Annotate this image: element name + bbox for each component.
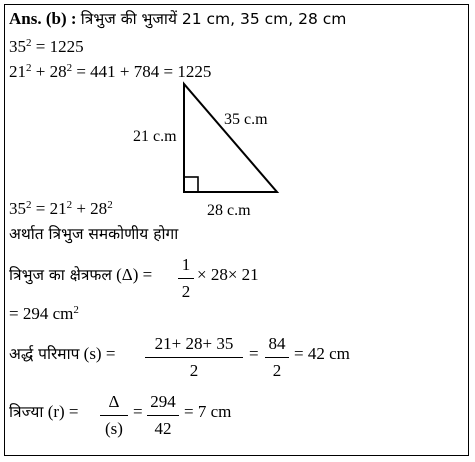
exponent: 2 [26, 37, 32, 49]
base-35: 35 [9, 199, 26, 218]
sum-result: = 441 + 784 = 1225 [72, 62, 212, 81]
fraction-numerator: 84 [268, 334, 286, 353]
fraction-numerator: 1 [181, 255, 191, 274]
fraction-bar [145, 357, 243, 358]
exponent: 2 [66, 199, 73, 211]
right-angle-marker [184, 177, 198, 192]
plus-28: + 28 [72, 199, 108, 218]
fraction-numerator: 294 [150, 392, 176, 411]
radius-symbol: (r) = [43, 402, 79, 421]
value-1225: = 1225 [31, 37, 84, 56]
area-fraction [178, 254, 194, 303]
base-21: = 21 [31, 199, 67, 218]
fraction-denominator: 42 [154, 419, 172, 438]
semi-perimeter-result: = 42 cm [294, 344, 350, 363]
fraction-numerator: 21+ 28+ 35 [154, 334, 234, 353]
semi-perimeter-label: अर्द्ध परिमाप [9, 345, 80, 363]
conclusion-text: अर्थात त्रिभुज समकोणीय होगा [9, 225, 179, 243]
fraction-bar [100, 415, 128, 416]
area-label: त्रिभुज का क्षेत्रफल [9, 266, 112, 284]
base-21: 21 [9, 62, 26, 81]
plus-28: + 28 [31, 62, 67, 81]
exponent: 2 [66, 62, 73, 74]
fraction-bar [178, 278, 194, 279]
fraction-denominator: 2 [272, 361, 282, 380]
radius-label: त्रिज्या [9, 403, 44, 421]
radius-line [9, 402, 79, 422]
fraction-bar [147, 415, 179, 416]
pythagoras-line [9, 199, 113, 219]
right-triangle [184, 84, 277, 192]
base-35: 35 [9, 37, 26, 56]
semi-perimeter-symbol: (s) = [79, 344, 116, 363]
fraction-denominator: 2 [189, 361, 199, 380]
exponent: 2 [73, 304, 79, 316]
radius-result: = 7 cm [184, 402, 232, 421]
area-symbol: (Δ) = [111, 265, 153, 284]
answer-prefix: Ans. (b) : [9, 9, 77, 28]
answer-heading: त्रिभुज की भुजायें 21 cm, 35 cm, 28 cm [80, 10, 347, 28]
semi-perimeter-fraction-2 [265, 333, 289, 382]
radius-fraction-1 [100, 391, 128, 440]
radius-fraction-2 [147, 391, 179, 440]
fraction-numerator: Δ [108, 392, 120, 411]
left-side-label: 21 c.m [133, 128, 177, 145]
fraction-bar [265, 357, 289, 358]
area-result [9, 304, 79, 324]
area-product: × 28× 21 [197, 265, 259, 284]
equals-sign: = [249, 344, 259, 363]
fraction-denominator: (s) [105, 419, 123, 438]
area-line [9, 265, 152, 285]
exponent: 2 [107, 199, 113, 211]
semi-perimeter-fraction-1 [145, 333, 243, 382]
hypotenuse-label: 35 c.m [224, 111, 268, 128]
equals-sign: = [133, 402, 143, 421]
exponent: 2 [26, 199, 32, 211]
exponent: 2 [26, 62, 32, 74]
base-label: 28 c.m [207, 202, 251, 219]
fraction-denominator: 2 [181, 282, 191, 301]
semi-perimeter-line [9, 344, 115, 364]
area-value: = 294 cm [9, 304, 74, 323]
